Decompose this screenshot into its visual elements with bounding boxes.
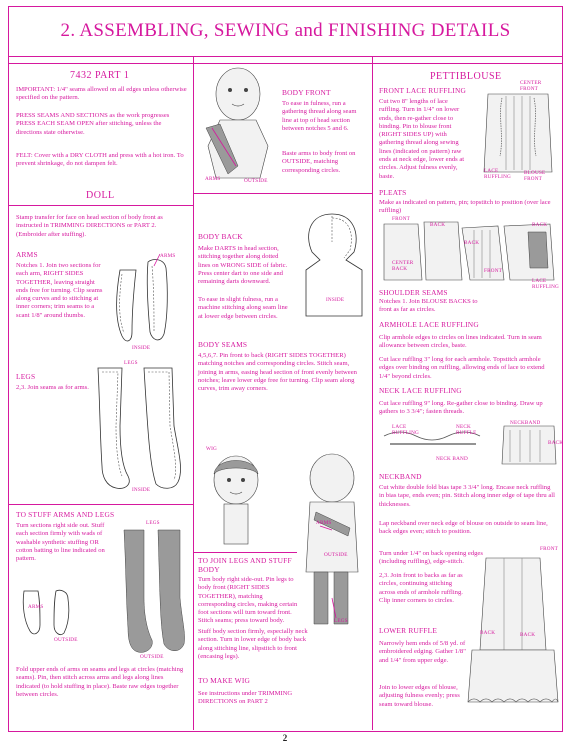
arm-pattern-diagram [108, 248, 190, 358]
neck-ruffle-label: NECK RUFFLE [456, 424, 477, 436]
assembled-arms-label: ARMS [316, 520, 332, 526]
legs-heading: LEGS [16, 372, 36, 381]
body-back-pattern-diagram [296, 212, 372, 332]
join-legs-rule [193, 552, 297, 553]
stuff-legs-outside-label: OUTSIDE [140, 654, 164, 660]
armhole-instructions-2: Cut lace ruffling 3" long for each armhole. Topstitch armhole edges over binding on ruffling, allowing ends of lace to extend 1/4" beyond circles. [379, 356, 545, 380]
body-back-darts: Make DARTS in head section, stitching together along dotted lines on WRONG SIDE of fabric. Press center dart to one side and remaining darts downward. [198, 245, 288, 286]
front-lace-heading: FRONT LACE RUFFLING [379, 86, 467, 95]
arms-inside-label: INSIDE [132, 345, 151, 351]
lower-ruffle-instructions: Narrowly hem ends of 5/8 yd. of embroidered edging. Gather 1/8" and 1/4" from upper edge. [379, 640, 466, 664]
join-front-instructions: 2,3. Join front to backs as far as circles, continuing stitching across ends of armhole ruffling. Clip inner corners to circles. [379, 572, 463, 604]
pattern-heading: 7432 PART 1 [70, 70, 130, 81]
shoulder-back-label-2: BACK [464, 240, 480, 246]
stuff-arms-label: ARMS [28, 604, 44, 610]
body-front-heading: BODY FRONT [282, 88, 331, 97]
finished-back-label: BACK [480, 630, 496, 636]
stuffed-arms-diagram [20, 585, 80, 640]
shoulder-heading: SHOULDER SEAMS [379, 288, 448, 297]
legs-instructions: 2,3. Join seams as for arms. [16, 384, 89, 391]
neckband-instructions: Cut white double fold bias tape 3 3/4" long. Encase neck ruffling in bias tape, ends even; pin. Stitch along inner edge of tape thru all thicknesses. [379, 484, 555, 508]
blouse-front-label: BLOUSE FRONT [524, 170, 546, 182]
lower-ruffle-heading: LOWER RUFFLE [379, 626, 438, 635]
shoulder-lace-ruffling-label: LACE RUFFLING [532, 278, 559, 290]
important-note: IMPORTANT: 1/4" seams allowed on all edges unless otherwise specified on the pattern. [16, 86, 187, 102]
shoulder-front-label: FRONT [392, 216, 411, 222]
stuff-heading: TO STUFF ARMS AND LEGS [16, 510, 115, 519]
column-divider-right [372, 56, 373, 730]
stamp-note: Stamp transfer for face on head section of body front as instructed in TRIMMING DIRECTIONS or PART 2. (Embroider after stuffing). [16, 214, 163, 238]
wig-label: WIG [206, 446, 217, 452]
shoulder-back-label-3: BACK [532, 222, 548, 228]
legs-diagram-label: LEGS [124, 360, 138, 366]
shoulder-instructions: Notches 1. Join BLOUSE BACKS to front as far as circles. [379, 298, 478, 314]
shoulder-back-label: BACK [430, 222, 446, 228]
body-front-arms-label: ARMS [205, 176, 221, 182]
wig-heading: TO MAKE WIG [198, 676, 251, 685]
body-front-baste: Baste arms to body front on OUTSIDE, matching corresponding circles. [282, 150, 356, 174]
front-lace-instructions: Cut two 8" lengths of lace ruffling. Turn in 1/4" on lower ends, then re-gather close to binding. Pin to blouse front (RIGHT SIDES UP) with gathering thread along sewing lines (indicated on pattern) raw ends at neck edge, lower ends at circles. Adjust fulness evenly, baste. [379, 98, 465, 180]
stuff-outside-label: OUTSIDE [54, 637, 78, 643]
assembled-legs-label: LEGS [334, 618, 348, 624]
body-back-ease: To ease in slight fulness, run a machine stitching along seam line at lower edge between circles. [198, 296, 288, 320]
lace-ruffling-label: LACE RUFFLING [484, 168, 511, 180]
body-front-ease: To ease in fulness, run a gathering thread along seam line at top of head section between notches 5 and 6. [282, 100, 357, 132]
arms-instructions: Notches 1. Join two sections for each arm, RIGHT SIDES TOGETHER, leaving straight ends free for turning. Clip seams along curves and to stitching at inner corners; trim seams to a scant 1/8" around thumbs. [16, 262, 103, 319]
finished-back-label-2: BACK [520, 632, 536, 638]
doll-heading: DOLL [86, 190, 115, 201]
body-back-heading: BODY BACK [198, 232, 243, 241]
felt-note: FELT: Cover with a DRY CLOTH and press with a hot iron. To prevent shrinkage, do not dampen felt. [16, 152, 184, 168]
pettiblouse-heading: PETTIBLOUSE [430, 71, 502, 82]
stuff-rule [8, 504, 193, 505]
page-number: 2 [282, 733, 288, 743]
join-legs-instructions: Turn body right side-out. Pin legs to body front (RIGHT SIDES TOGETHER), matching corresponding circles, making certain foot sections will turn toward front. Stitch seams; press toward body. [198, 576, 298, 625]
body-back-rule [193, 193, 372, 194]
body-front-diagram [198, 66, 280, 188]
neck-band-label: NECK BAND [436, 456, 468, 462]
center-front-label: CENTER FRONT [520, 80, 542, 92]
neck-back-label: BACK [548, 440, 564, 446]
leg-pattern-diagram [92, 366, 190, 501]
neck-lace-ruffling-label: LACE RUFFLING [392, 424, 419, 436]
shoulder-seams-diagram [378, 214, 558, 292]
stuff-legs-label: LEGS [146, 520, 160, 526]
stuff-body-instructions: Stuff body section firmly, especially neck section. Turn in lower edge of body back along stitching line, slipstitch to front (encasing legs). [198, 628, 308, 660]
body-back-inside-label: INSIDE [326, 297, 345, 303]
assembled-outside-label: OUTSIDE [324, 552, 348, 558]
body-seams-instructions: 4,5,6,7. Pin front to back (RIGHT SIDES TOGETHER) matching notches and corresponding circles. Stitch seam, joining in arms, easing head section of front evenly between notches; leave lower edge free for turning. Clip seam along curves, trim away corners. [198, 352, 357, 393]
armhole-heading: ARMHOLE LACE RUFFLING [379, 320, 479, 329]
header-rule [8, 63, 563, 64]
press-note: PRESS SEAMS AND SECTIONS as the work progresses PRESS EACH SEAM OPEN after stitching, unless the directions state otherwise. [16, 112, 170, 136]
center-back-label: CENTER BACK [392, 260, 414, 272]
wig-instructions: See instructions under TRIMMING DIRECTIONS on PART 2 [198, 690, 293, 706]
doll-rule [8, 205, 193, 206]
pleats-heading: PLEATS [379, 188, 407, 197]
arms-heading: ARMS [16, 250, 38, 259]
column-divider-left [193, 56, 194, 730]
stuff-instructions: Turn sections right side out. Stuff each section firmly with wads of washable synthetic stuffing OR cotton batting to line indicated on pattern. [16, 522, 105, 563]
stuffed-legs-diagram [118, 528, 190, 663]
wig-diagram [208, 452, 266, 552]
turn-under-instructions: Turn under 1/4" on back opening edges (including ruffling), edge-stitch. [379, 550, 483, 566]
body-seams-heading: BODY SEAMS [198, 340, 248, 349]
neck-lace-heading: NECK LACE RUFFLING [379, 386, 462, 395]
armhole-instructions: Clip armhole edges to circles on lines indicated. Turn in seam allowance between circles, baste. [379, 334, 542, 350]
arms-label: ARMS [160, 253, 176, 259]
pleats-instructions: Make as indicated on pattern, pin; topstitch to position (over lace ruffling) [379, 199, 551, 215]
assembled-doll-diagram [292, 452, 370, 632]
neck-lace-instructions: Cut lace ruffling 9" long. Re-gather close to binding. Draw up gathers to 3 3/4"; fasten threads. [379, 400, 543, 416]
finished-front-label: FRONT [540, 546, 559, 552]
fold-instructions: Fold upper ends of arms on seams and legs at circles (matching seams). Pin, then stitch across arms and legs along lines indicated (to hold stuffing in place). Baste raw edges together between circles. [16, 666, 184, 698]
body-front-outside-label: OUTSIDE [244, 178, 268, 184]
legs-inside-label: INSIDE [132, 487, 151, 493]
lap-instructions: Lap neckband over neck edge of blouse on outside to seam line, back edges even; stitch to position. [379, 520, 548, 536]
neckband-label: NECKBAND [510, 420, 541, 426]
join-legs-heading: TO JOIN LEGS AND STUFF BODY [198, 556, 292, 574]
page-title: 2. ASSEMBLING, SEWING and FINISHING DETAILS [8, 6, 563, 57]
lower-ruffle-join: Join to lower edges of blouse, adjusting fulness evenly; press seam toward blouse. [379, 684, 460, 708]
neckband-heading: NECKBAND [379, 472, 422, 481]
shoulder-front-label-2: FRONT [484, 268, 503, 274]
